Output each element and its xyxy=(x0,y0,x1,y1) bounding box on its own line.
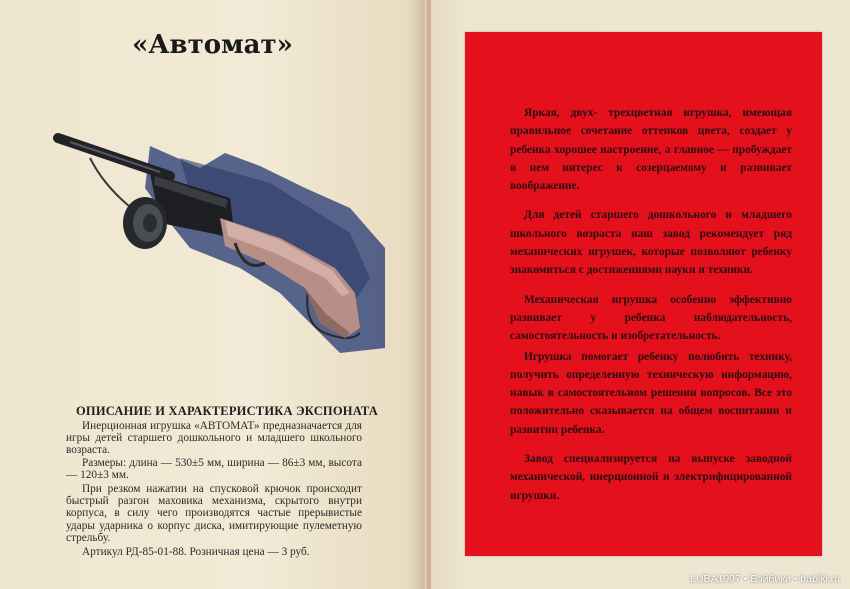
promo-paragraph: Для детей старшего дошкольного и младшего школьного возраста наш завод рекомендует ряд механических игрушек, которые позволяют ребенку знакомиться с достижениями науки и техники. xyxy=(510,209,792,277)
toy-submachine-gun-photo xyxy=(50,128,390,358)
promo-text xyxy=(510,104,792,516)
mechanism-paragraph: При резком нажатии на спусковой крючок происходит быстрый разгон маховика механизма, скрытого внутри корпуса, в силу чего производятся частые прерывистые удары ударника о корпус диска, имитирующие пулеметную стрельбу. xyxy=(66,483,362,544)
exhibit-description xyxy=(66,420,362,558)
promo-paragraph: Завод специализируется на выпуске заводной механической, инерционной и электрифицированной игрушки. xyxy=(510,453,792,502)
promo-paragraph: Яркая, двух- трехцветная игрушка, имеющая правильное сочетание оттенков цвета, создает у ребенка хорошее настроение, а главное — пробуждает в нем интерес к созерцаемому и развивает воображение. xyxy=(510,107,792,193)
promo-paragraph: Игрушка помогает ребенку полюбить технику, получить определенную техническую информацию, навык в самостоятельном решении вопросов. Все это положительно сказывается на общем воспитании и развитии ребенка. xyxy=(510,350,792,436)
caption-heading: ОПИСАНИЕ И ХАРАКТЕРИСТИКА ЭКСПОНАТА xyxy=(76,404,378,418)
promo-paragraph: Механическая игрушка особенно эффективно развивает у ребенка наблюдательность, самостоятельность и изобретательность. xyxy=(510,293,792,343)
page-gutter xyxy=(423,0,431,589)
description-paragraph: Инерционная игрушка «АВТОМАТ» предназначается для игры детей старшего дошкольного и младшего школьного возраста. xyxy=(66,420,362,457)
page-title: «Автомат» xyxy=(132,30,293,60)
site-watermark: LUBA1997 • Бэйбики • babiki.ru xyxy=(690,573,840,585)
article-price-paragraph: Артикул РД-85-01-88. Розничная цена — 3 руб. xyxy=(82,546,310,559)
dimensions-paragraph: Размеры: длина — 530±5 мм, ширина — 86±3 мм, высота — 120±3 мм. xyxy=(66,456,362,481)
